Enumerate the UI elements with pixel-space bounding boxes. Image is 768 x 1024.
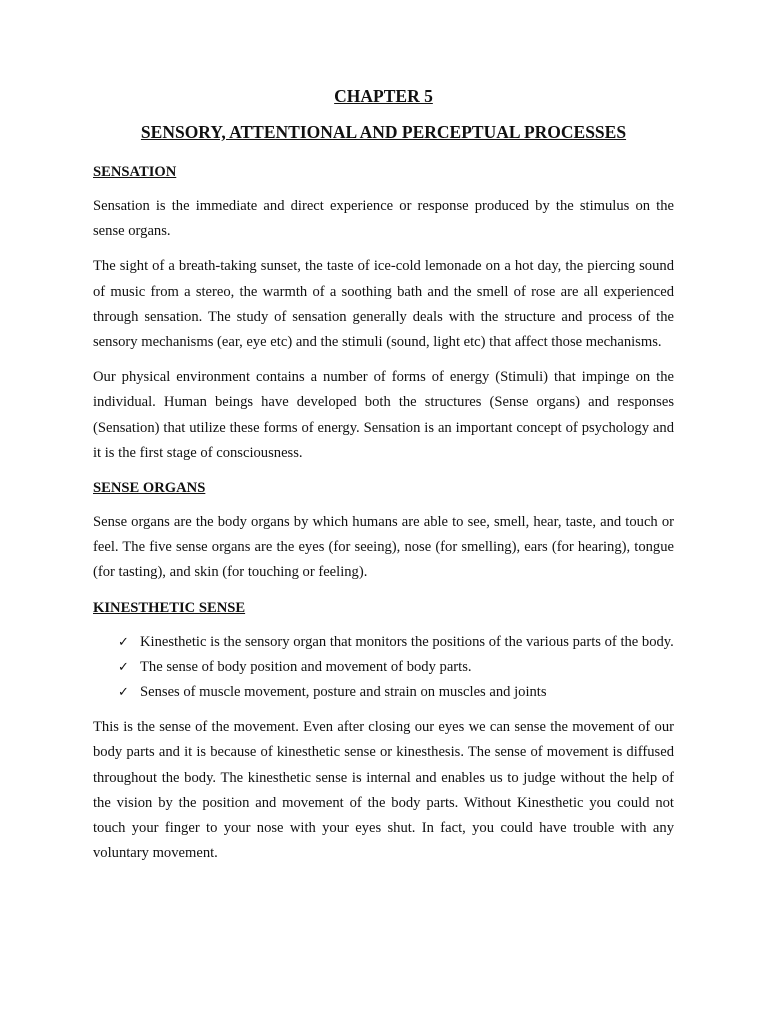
list-item-text: Senses of muscle movement, posture and strain on muscles and joints [140, 684, 547, 701]
kinesthetic-bullet-list [93, 630, 674, 706]
list-item [118, 630, 674, 655]
paragraph-sense-organs: Sense organs are the body organs by which humans are able to see, smell, hear, taste, and touch or feel. The five sense organs are the eyes (for seeing), nose (for smelling), ears (for hearing), tongue (for tasting), and skin (for touching or feeling). [93, 514, 674, 581]
checkmark-icon: ✓ [118, 659, 129, 675]
heading-kinesthetic-sense: KINESTHETIC SENSE [93, 599, 246, 616]
list-item [118, 655, 674, 680]
paragraph-kinesthetic: This is the sense of the movement. Even after closing our eyes we can sense the movement of our body parts and it is because of kinesthetic sense or kinesthesis. The sense of movement is diffused throughout the body. The kinesthetic sense is internal and enables us to judge without the help of the vision by the position and movement of the body parts. Without Kinesthetic you could not touch your finger to your nose with your eyes shut. In fact, you could have trouble with any voluntary movement. [93, 719, 674, 862]
chapter-title: SENSORY, ATTENTIONAL AND PERCEPTUAL PROCESSES [140, 122, 627, 142]
heading-sensation: SENSATION [93, 164, 177, 180]
paragraph-sensation-examples: The sight of a breath-taking sunset, the taste of ice-cold lemonade on a hot day, the piercing sound of music from a stereo, the warmth of a soothing bath and the smell of rose are all experienced through sensation. The study of sensation generally deals with the structure and process of the sensory mechanisms (ear, eye etc) and the stimuli (sound, light etc) that affect those mechanisms. [93, 258, 674, 351]
list-item-text: The sense of body position and movement of body parts. [140, 658, 472, 675]
list-item-text: Kinesthetic is the sensory organ that monitors the positions of the various parts of the body. [140, 633, 674, 650]
checkmark-icon: ✓ [118, 634, 129, 650]
paragraph-sensation-environment: Our physical environment contains a number of forms of energy (Stimuli) that impinge on the individual. Human beings have developed both the structures (Sense organs) and responses (Sensation) that utilize these forms of energy. Sensation is an important concept of psychology and it is the first stage of consciousness. [93, 369, 674, 461]
paragraph-sensation-definition: Sensation is the immediate and direct experience or response produced by the stimulus on the sense organs. [93, 198, 674, 240]
checkmark-icon: ✓ [118, 685, 129, 701]
chapter-number: CHAPTER 5 [334, 86, 433, 106]
heading-sense-organs: SENSE ORGANS [93, 480, 206, 497]
list-item [118, 680, 674, 705]
